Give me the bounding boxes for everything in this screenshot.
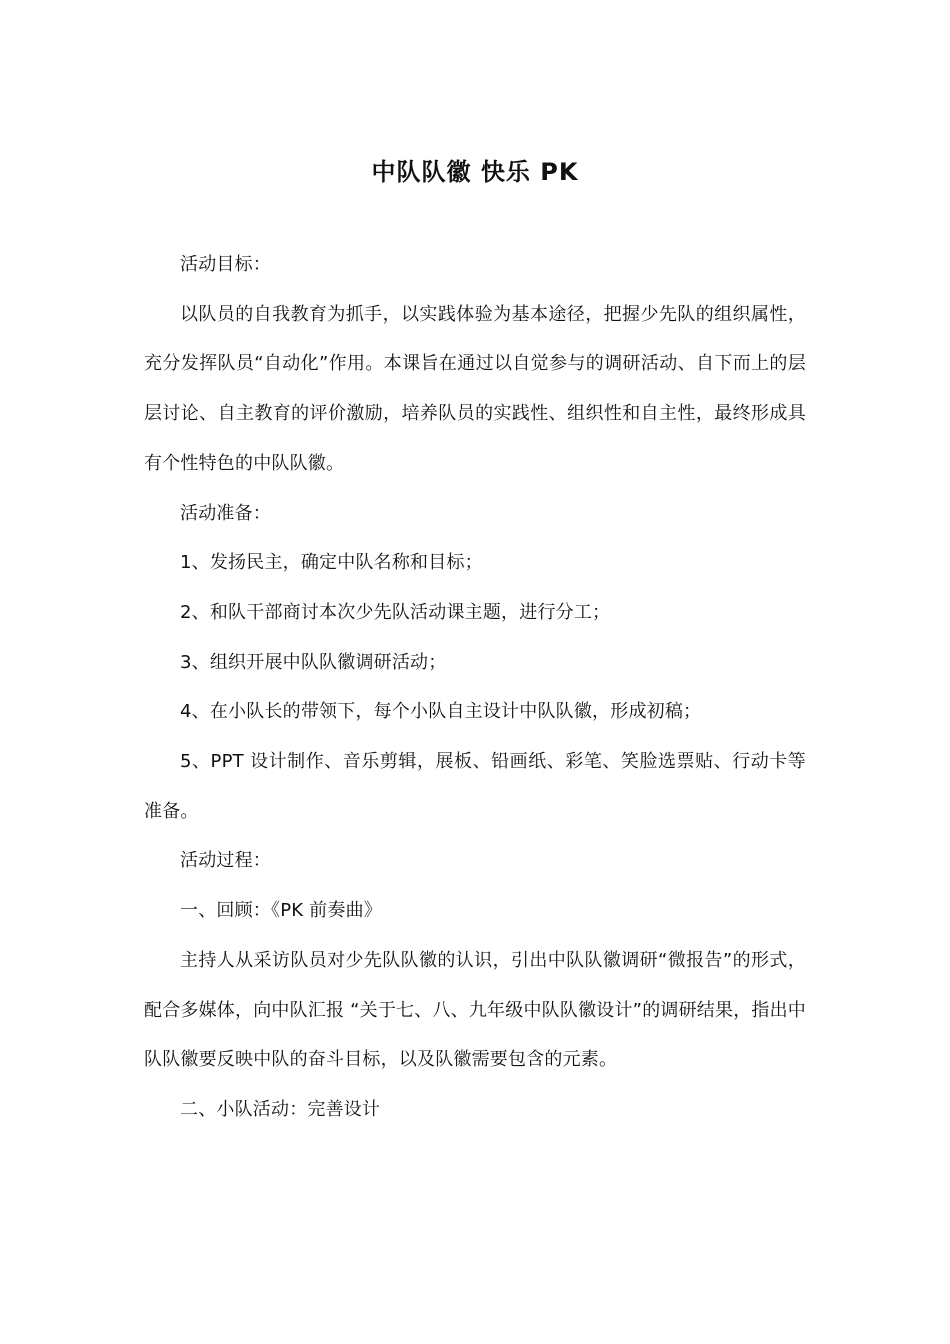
list-item-preparation-4: 4、在小队长的带领下，每个小队自主设计中队队徽，形成初稿； xyxy=(180,701,702,723)
section-heading-review: 一、回顾：《PK 前奏曲》 xyxy=(180,900,382,922)
heading-activity-goal: 活动目标： xyxy=(180,254,271,275)
paragraph-review: 主持人从采访队员对少先队队徽的认识，引出中队队徽调研“微报告”的形式，配合多媒体，向中队汇报 “关于七、八、九年级中队队徽设计”的调研结果，指出中队队徽要反映中队的奋斗目标，以及队徽需要包含的元素。 xyxy=(144,949,806,1071)
list-item-preparation-3: 3、组织开展中队队徽调研活动； xyxy=(180,651,447,673)
document-body xyxy=(144,240,806,1135)
section-heading-team-activity: 二、小队活动：完善设计 xyxy=(180,1098,381,1120)
heading-activity-preparation: 活动准备： xyxy=(180,502,271,524)
list-item-preparation-5: 5、PPT 设计制作、音乐剪辑，展板、铅画纸、彩笔、笑脸选票贴、行动卡等准备。 xyxy=(144,751,806,822)
document-title: 中队队徽 快乐 PK xyxy=(371,158,579,186)
list-item-preparation-1: 1、发扬民主，确定中队名称和目标； xyxy=(180,552,483,574)
paragraph-activity-goal: 以队员的自我教育为抓手，以实践体验为基本途径，把握少先队的组织属性，充分发挥队员“自动化”作用。本课旨在通过以自觉参与的调研活动、自下而上的层层讨论、自主教育的评价激励，培养队员的实践性、组织性和自主性，最终形成具有个性特色的中队队徽。 xyxy=(144,303,806,474)
list-item-preparation-2: 2、和队干部商讨本次少先队活动课主题，进行分工； xyxy=(180,601,611,623)
heading-activity-process: 活动过程： xyxy=(180,850,271,872)
